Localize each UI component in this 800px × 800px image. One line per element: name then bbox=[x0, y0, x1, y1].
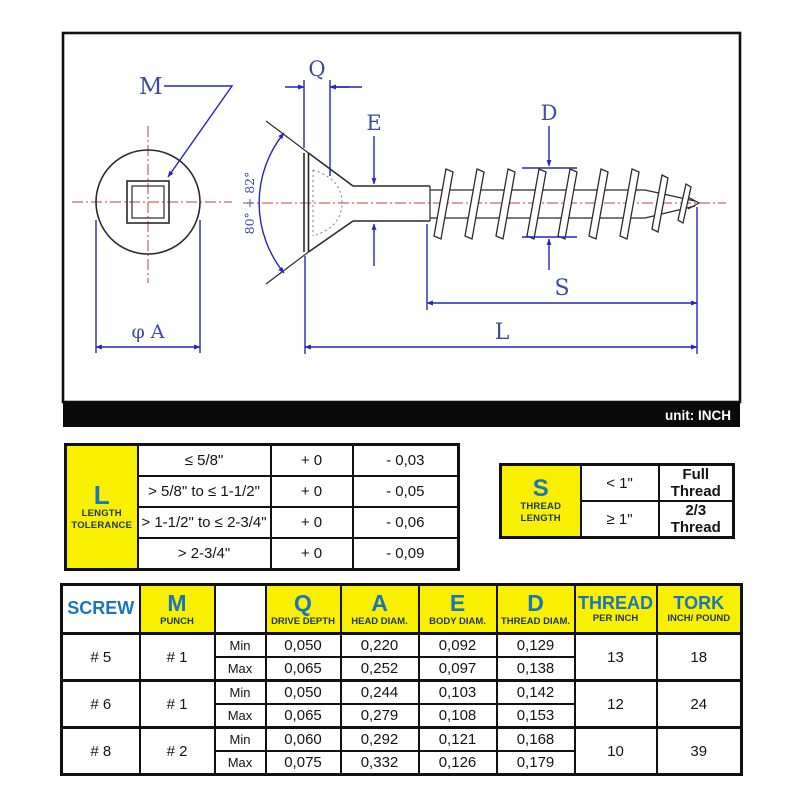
e-max: 0,097 bbox=[419, 657, 497, 681]
tolerance-plus: + 0 bbox=[271, 476, 353, 507]
col-punch: M PUNCH bbox=[140, 585, 215, 634]
punch-size: # 2 bbox=[140, 728, 215, 775]
q-min: 0,060 bbox=[266, 728, 341, 752]
spec-row-5-min bbox=[62, 634, 742, 658]
table-row bbox=[501, 465, 734, 502]
thread-value: Full Thread bbox=[659, 465, 734, 502]
col-thread-per-inch: THREAD PER INCH bbox=[575, 585, 657, 634]
a-min: 0,244 bbox=[341, 681, 419, 705]
tolerance-range: > 2-3/4" bbox=[138, 538, 271, 570]
e-max: 0,126 bbox=[419, 751, 497, 775]
label-L: L bbox=[494, 320, 510, 345]
screw-size: # 6 bbox=[62, 681, 140, 728]
spec-header-row bbox=[62, 585, 742, 634]
max-label: Max bbox=[215, 704, 266, 728]
col-drive-depth: Q DRIVE DEPTH bbox=[266, 585, 341, 634]
tork-value: 39 bbox=[657, 728, 742, 775]
tolerance-range: > 1-1/2" to ≤ 2-3/4" bbox=[138, 507, 271, 538]
thread-range: ≥ 1" bbox=[581, 501, 659, 538]
tolerance-letter: L bbox=[93, 480, 110, 511]
col-blank bbox=[215, 585, 266, 634]
table-row bbox=[66, 445, 459, 477]
tolerance-header-cell: L LENGTH TOLERANCE bbox=[66, 445, 138, 570]
screw-spec-table bbox=[60, 583, 743, 776]
min-label: Min bbox=[215, 634, 266, 658]
label-Q: Q bbox=[308, 57, 326, 81]
tork-value: 24 bbox=[657, 681, 742, 728]
col-head-diam: A HEAD DIAM. bbox=[341, 585, 419, 634]
thread-per-inch: 10 bbox=[575, 728, 657, 775]
d-min: 0,129 bbox=[497, 634, 575, 658]
q-min: 0,050 bbox=[266, 681, 341, 705]
label-D: D bbox=[540, 101, 558, 125]
tolerance-range: ≤ 5/8" bbox=[138, 445, 271, 477]
punch-size: # 1 bbox=[140, 681, 215, 728]
e-min: 0,092 bbox=[419, 634, 497, 658]
tolerance-range: > 5/8" to ≤ 1-1/2" bbox=[138, 476, 271, 507]
label-S: S bbox=[554, 276, 570, 301]
punch-size: # 1 bbox=[140, 634, 215, 681]
e-min: 0,121 bbox=[419, 728, 497, 752]
q-max: 0,075 bbox=[266, 751, 341, 775]
a-max: 0,279 bbox=[341, 704, 419, 728]
d-max: 0,138 bbox=[497, 657, 575, 681]
col-tork: TORK INCH/ POUND bbox=[657, 585, 742, 634]
thread-per-inch: 13 bbox=[575, 634, 657, 681]
q-max: 0,065 bbox=[266, 704, 341, 728]
screw-size: # 8 bbox=[62, 728, 140, 775]
a-min: 0,292 bbox=[341, 728, 419, 752]
q-max: 0,065 bbox=[266, 657, 341, 681]
length-tolerance-table bbox=[64, 443, 460, 571]
a-max: 0,332 bbox=[341, 751, 419, 775]
spec-row-6-min bbox=[62, 681, 742, 705]
label-M: M bbox=[139, 74, 163, 100]
col-thread-diam: D THREAD DIAM. bbox=[497, 585, 575, 634]
thread-header-cell: S THREAD LENGTH bbox=[501, 465, 581, 538]
label-angle: 80° ÷ 82° bbox=[242, 171, 257, 235]
spec-row-8-min bbox=[62, 728, 742, 752]
tolerance-minus: - 0,06 bbox=[353, 507, 459, 538]
d-max: 0,153 bbox=[497, 704, 575, 728]
unit-label: unit: INCH bbox=[665, 408, 731, 423]
e-min: 0,103 bbox=[419, 681, 497, 705]
tolerance-minus: - 0,05 bbox=[353, 476, 459, 507]
d-min: 0,168 bbox=[497, 728, 575, 752]
max-label: Max bbox=[215, 657, 266, 681]
tolerance-plus: + 0 bbox=[271, 538, 353, 570]
label-phiA: φ A bbox=[131, 321, 165, 343]
unit-strip bbox=[63, 402, 740, 427]
thread-range: < 1" bbox=[581, 465, 659, 502]
col-body-diam: E BODY DIAM. bbox=[419, 585, 497, 634]
thread-letter: S bbox=[532, 475, 549, 503]
col-screw: SCREW bbox=[62, 585, 140, 634]
thread-value: 2/3 Thread bbox=[659, 501, 734, 538]
d-min: 0,142 bbox=[497, 681, 575, 705]
max-label: Max bbox=[215, 751, 266, 775]
tork-value: 18 bbox=[657, 634, 742, 681]
tolerance-minus: - 0,09 bbox=[353, 538, 459, 570]
tolerance-plus: + 0 bbox=[271, 507, 353, 538]
tolerance-minus: - 0,03 bbox=[353, 445, 459, 477]
min-label: Min bbox=[215, 681, 266, 705]
screw-size: # 5 bbox=[62, 634, 140, 681]
a-min: 0,220 bbox=[341, 634, 419, 658]
e-max: 0,108 bbox=[419, 704, 497, 728]
thread-length-table bbox=[499, 463, 735, 539]
min-label: Min bbox=[215, 728, 266, 752]
d-max: 0,179 bbox=[497, 751, 575, 775]
a-max: 0,252 bbox=[341, 657, 419, 681]
thread-per-inch: 12 bbox=[575, 681, 657, 728]
label-E: E bbox=[366, 111, 382, 135]
q-min: 0,050 bbox=[266, 634, 341, 658]
tolerance-plus: + 0 bbox=[271, 445, 353, 477]
